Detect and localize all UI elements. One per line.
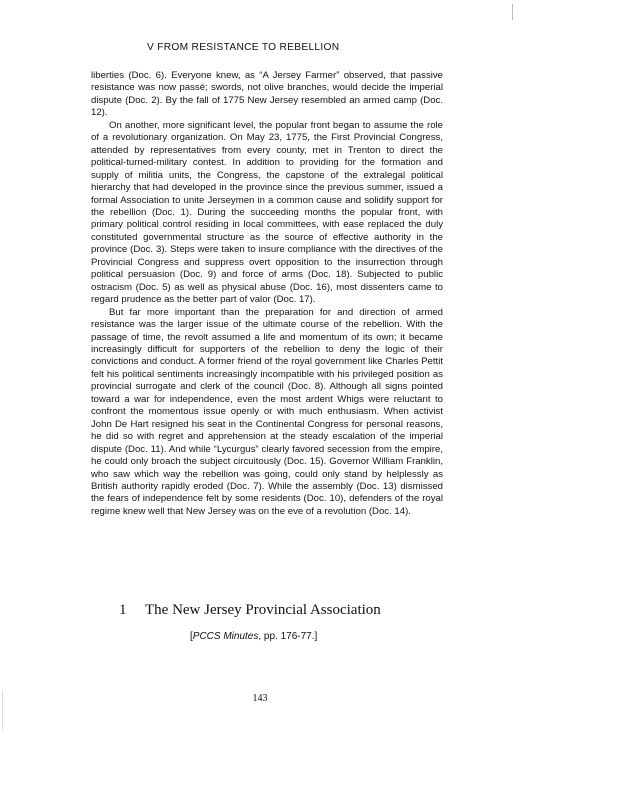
source-bracket: [: [190, 631, 193, 642]
source-title: PCCS Minutes: [192, 631, 259, 642]
page-number: 143: [252, 693, 268, 704]
document-title: The New Jersey Provincial Association: [145, 602, 381, 618]
paragraph-1: liberties (Doc. 6). Everyone knew, as “A Jersey Farmer” observed, that passive resistance was now passé; swords, not olive branches, would decide the imperial dispute (Doc. 2). By the fall of 1775 New Jersey resembled an armed camp (Doc. 12).: [91, 70, 443, 119]
document-number: 1: [119, 602, 127, 618]
scan-edge-mark: [512, 4, 513, 20]
document-source: [190, 631, 440, 642]
paragraph-2: On another, more significant level, the popular front began to assume the role of a revolutionary organization. On May 23, 1775, the First Provincial Congress, attended by representatives from every county, met in Trenton to direct the political-turned-military contest. In addition to providing for the formation and supply of militia units, the Congress, the capstone of the extralegal political hierarchy that had developed in the province since the previous summer, issued a formal Association to unite Jerseymen in a common cause and solidify support for the rebellion (Doc. 1). During the succeeding months the popular front, with primary political control residing in local committees, with ease replaced the duly constituted governmental structure as the source of effective authority in the province (Doc. 3). Steps were taken to insure compliance with the directives of the Provincial Congress and suppress overt opposition to the insurrection through political persuasion (Doc. 9) and force of arms (Doc. 18). Subjected to public ostracism (Doc. 5) as well as physical abuse (Doc. 16), most dissenters came to regard prudence as the better part of valor (Doc. 17).: [91, 119, 443, 306]
body-text: [91, 70, 443, 518]
paragraph-3: But far more important than the preparation for and direction of armed resistance was the larger issue of the ultimate course of the rebellion. With the passage of time, the revolt assumed a life and momentum of its own; it became increasingly difficult for supporters of the rebellion to deny the logic of their convictions and conduct. A former friend of the royal government like Charles Pettit felt his political sentiments increasingly incompatible with his privileged position as provincial surrogate and clerk of the council (Doc. 8). Although all signs pointed toward a war for independence, even the most ardent Whigs were reluctant to confront the momentous issue openly or with much enthusiasm. When activist John De Hart resigned his seat in the Continental Congress for personal reasons, he did so with regret and apprehension at the steady escalation of the imperial dispute (Doc. 11). And while “Lycurgus” clearly favored secession from the empire, he could only broach the subject circuitously (Doc. 15). Governor William Franklin, who saw which way the rebellion was going, could only stand by helplessly as British authority rapidly eroded (Doc. 7). While the assembly (Doc. 13) dismissed the fears of independence felt by some residents (Doc. 10), defenders of the royal regime knew well that New Jersey was on the eve of a revolution (Doc. 14).: [91, 306, 443, 517]
document-heading: [119, 602, 449, 619]
source-pages: , pp. 176-77.]: [258, 631, 318, 642]
scan-edge-mark-left: [2, 690, 3, 730]
running-head: V FROM RESISTANCE TO REBELLION: [147, 42, 340, 53]
